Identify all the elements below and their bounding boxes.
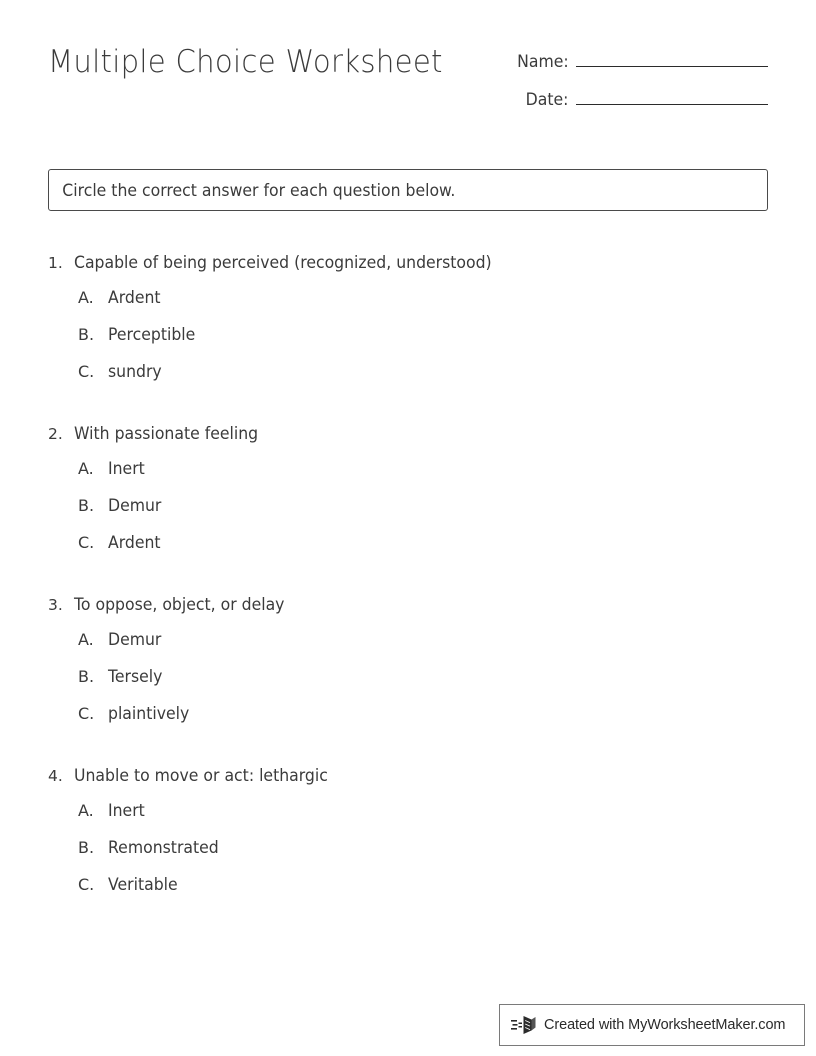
option-text: sundry [108, 362, 162, 381]
option-letter: C. [78, 362, 95, 381]
attribution-text: Created with MyWorksheetMaker.com [544, 1017, 786, 1033]
option-text: Demur [108, 496, 162, 515]
option-letter: A. [78, 630, 94, 649]
name-field-label: Name: [516, 52, 569, 71]
question-prompt-row [48, 421, 768, 447]
option-text: Perceptible [108, 325, 196, 344]
worksheet-maker-logo-icon [511, 1013, 537, 1037]
option-letter: B. [78, 325, 95, 344]
date-field-label: Date: [525, 90, 569, 109]
option-row[interactable] [48, 459, 768, 496]
question-number: 3. [48, 596, 63, 614]
option-letter: C. [78, 533, 95, 552]
question-prompt-row [48, 592, 768, 618]
option-row[interactable] [48, 838, 768, 875]
option-row[interactable] [48, 630, 768, 667]
option-text: Demur [108, 630, 162, 649]
question-prompt: Capable of being perceived (recognized, understood) [74, 253, 492, 272]
question-prompt-row [48, 250, 768, 276]
option-text: Tersely [108, 667, 163, 686]
student-info-fields [510, 48, 768, 124]
question-block [48, 763, 768, 912]
option-text: Inert [108, 459, 145, 478]
option-row[interactable] [48, 667, 768, 704]
option-row[interactable] [48, 801, 768, 838]
option-list [48, 288, 768, 399]
option-text: Inert [108, 801, 145, 820]
question-prompt: Unable to move or act: lethargic [74, 766, 328, 785]
name-input-line[interactable] [576, 48, 768, 67]
option-row[interactable] [48, 362, 768, 399]
date-input-line[interactable] [576, 86, 768, 105]
question-list [48, 250, 768, 934]
option-row[interactable] [48, 288, 768, 325]
name-field-row [510, 48, 768, 86]
option-row[interactable] [48, 533, 768, 570]
instruction-box [48, 169, 768, 211]
option-letter: B. [78, 838, 95, 857]
option-letter: A. [78, 459, 94, 478]
option-list [48, 459, 768, 570]
option-row[interactable] [48, 325, 768, 362]
option-row[interactable] [48, 875, 768, 912]
instruction-text: Circle the correct answer for each question below. [62, 180, 456, 200]
question-block [48, 421, 768, 570]
option-text: plaintively [108, 704, 190, 723]
option-text: Remonstrated [108, 838, 219, 857]
page-title: Multiple Choice Worksheet [48, 44, 443, 80]
date-field-row [510, 86, 768, 124]
question-block [48, 250, 768, 399]
question-number: 2. [48, 425, 63, 443]
option-letter: A. [78, 801, 94, 820]
option-text: Ardent [108, 533, 161, 552]
option-row[interactable] [48, 496, 768, 533]
question-prompt: With passionate feeling [74, 424, 259, 443]
option-letter: B. [78, 496, 95, 515]
question-block [48, 592, 768, 741]
question-number: 4. [48, 767, 63, 785]
question-number: 1. [48, 254, 63, 272]
option-list [48, 630, 768, 741]
question-prompt-row [48, 763, 768, 789]
option-letter: C. [78, 875, 95, 894]
option-text: Ardent [108, 288, 161, 307]
attribution-badge[interactable] [499, 1004, 805, 1046]
option-text: Veritable [108, 875, 178, 894]
option-row[interactable] [48, 704, 768, 741]
option-letter: B. [78, 667, 95, 686]
worksheet-header [48, 42, 768, 122]
option-letter: A. [78, 288, 94, 307]
question-prompt: To oppose, object, or delay [74, 595, 285, 614]
option-list [48, 801, 768, 912]
option-letter: C. [78, 704, 95, 723]
